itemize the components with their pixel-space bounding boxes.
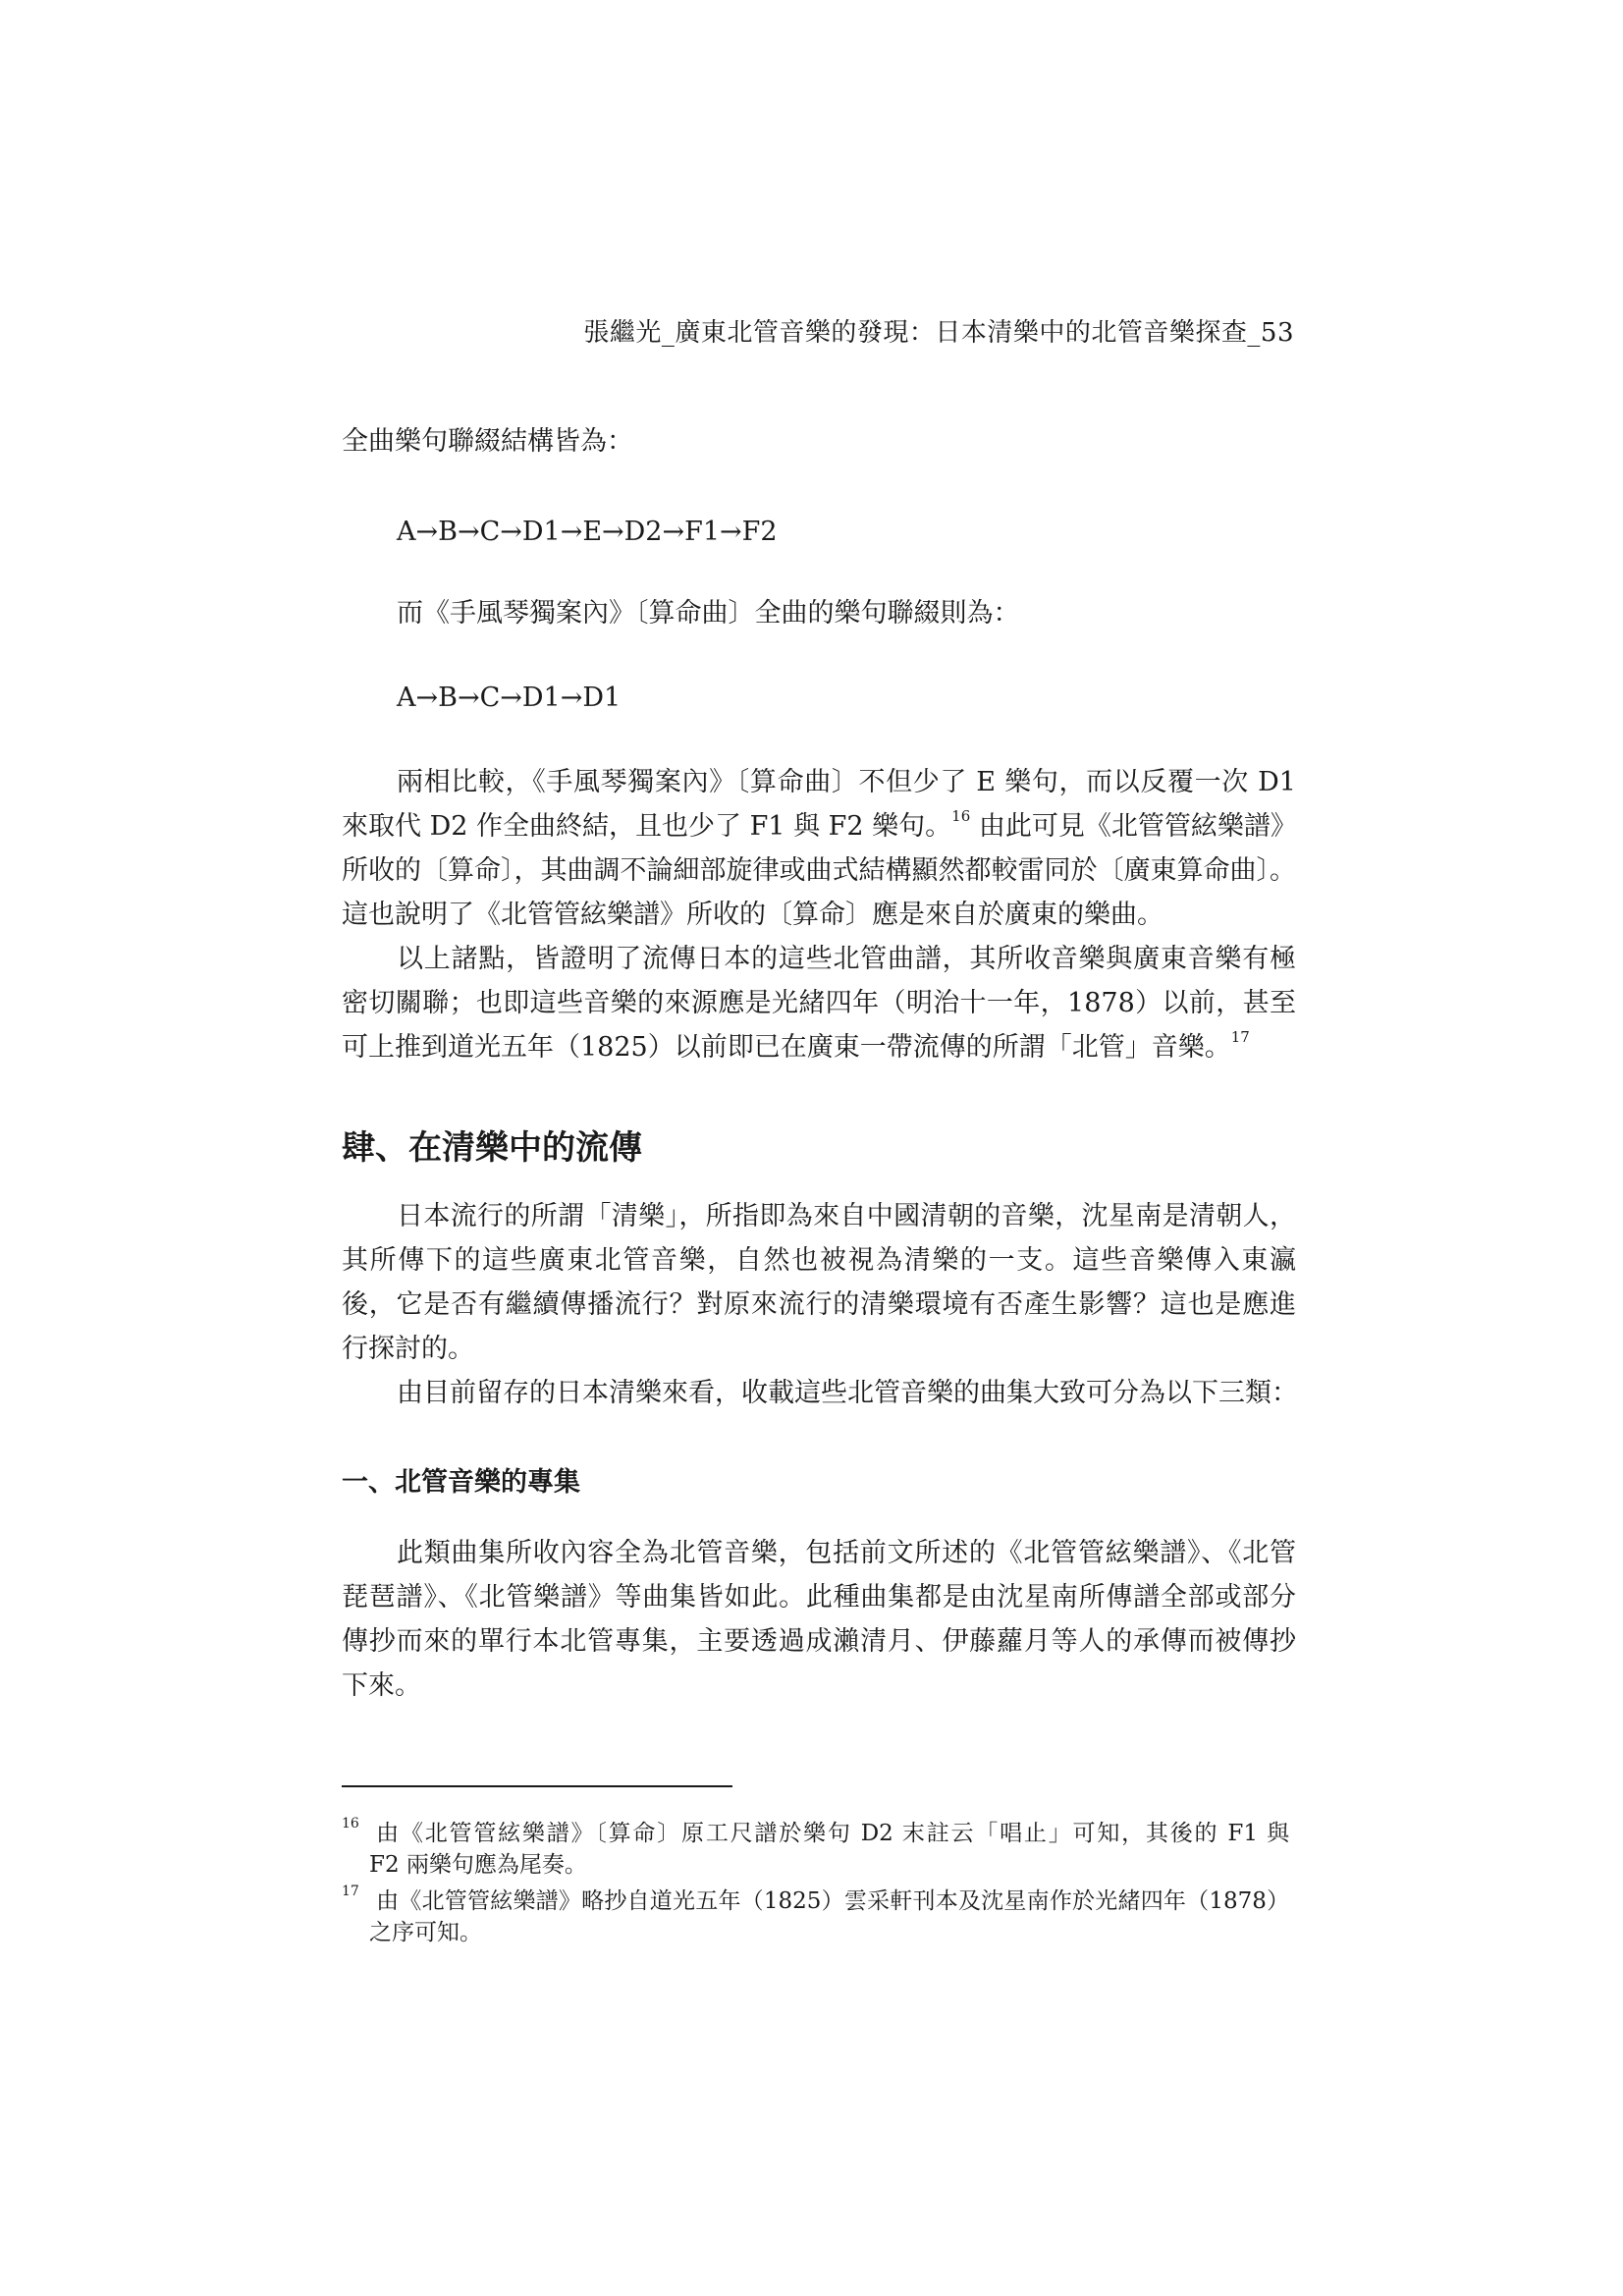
phrase-sequence-1: A→B→C→D1→E→D2→F1→F2 (397, 517, 778, 547)
footnote-text: 由《北管管絃樂譜》略抄自道光五年（1825）雲采軒刊本及沈星南作於光緒四年（1878） (376, 1888, 1290, 1914)
paragraph-collections-line-4: 下來。 (342, 1670, 421, 1701)
paragraph-collections-line-2: 琵琶譜》、《北管樂譜》等曲集皆如此。此種曲集都是由沈星南所傳譜全部或部分 (342, 1582, 1296, 1613)
footnote-17-continued: 之序可知。 (369, 1920, 482, 1945)
text-fragment: 可上推到道光五年（1825）以前即已在廣東一帶流傳的所謂「北管」音樂。 (342, 1032, 1231, 1063)
paragraph-comparison-line-1: 兩相比較，《手風琴獨案內》〔算命曲〕不但少了 E 樂句，而以反覆一次 D1 (397, 767, 1296, 797)
footnote-text: 由《北管管絃樂譜》〔算命〕原工尺譜於樂句 D2 末註云「唱止」可知，其後的 F1 與 (376, 1821, 1290, 1846)
paragraph-evidence-line-1: 以上諸點，皆證明了流傳日本的這些北管曲譜，其所收音樂與廣東音樂有極 (397, 944, 1296, 974)
paragraph-qingyue-line-3: 後，它是否有繼續傳播流行？對原來流行的清樂環境有否產生影響？這也是應進 (342, 1289, 1296, 1320)
paragraph-evidence-line-2: 密切關聯；也即這些音樂的來源應是光緒四年（明治十一年，1878）以前，甚至 (342, 988, 1296, 1018)
phrase-sequence-2: A→B→C→D1→D1 (397, 683, 622, 713)
footnote-17 (342, 1884, 1296, 1914)
footnote-16 (342, 1816, 1296, 1846)
paragraph-qingyue-line-1: 日本流行的所謂「清樂」，所指即為來自中國清朝的音樂，沈星南是清朝人， (397, 1201, 1296, 1231)
footnote-16-continued: F2 兩樂句應為尾奏。 (369, 1852, 587, 1878)
paragraph-comparison-intro: 而《手風琴獨案內》〔算命曲〕全曲的樂句聯綴則為： (397, 598, 1020, 629)
paragraph-intro: 全曲樂句聯綴結構皆為： (342, 426, 633, 457)
footnote-number: 17 (342, 1884, 359, 1899)
subsection-heading: 一、北管音樂的專集 (342, 1467, 580, 1498)
footnote-number: 16 (342, 1816, 359, 1831)
paragraph-collections-line-3: 傳抄而來的單行本北管專集，主要透過成瀨清月、伊藤蘿月等人的承傳而被傳抄 (342, 1626, 1296, 1657)
footnote-divider (342, 1785, 732, 1787)
paragraph-comparison-line-3: 所收的〔算命〕，其曲調不論細部旋律或曲式結構顯然都較雷同於〔廣東算命曲〕。 (342, 855, 1296, 886)
paragraph-categories: 由目前留存的日本清樂來看，收載這些北管音樂的曲集大致可分為以下三類： (397, 1378, 1298, 1408)
footnote-ref-16[interactable]: 16 (951, 807, 971, 825)
section-heading: 肆、在清樂中的流傳 (342, 1128, 642, 1168)
paragraph-qingyue-line-4: 行探討的。 (342, 1334, 474, 1364)
text-fragment: 來取代 D2 作全曲終結，且也少了 F1 與 F2 樂句。 (342, 811, 952, 842)
running-header: 張繼光_廣東北管音樂的發現：日本清樂中的北管音樂探查_53 (583, 318, 1294, 348)
paragraph-comparison-line-2 (342, 807, 1297, 842)
footnote-ref-17[interactable]: 17 (1230, 1028, 1250, 1046)
text-fragment: 由此可見《北管管絃樂譜》 (970, 811, 1297, 842)
paragraph-comparison-line-4: 這也說明了《北管管絃樂譜》所收的〔算命〕應是來自於廣東的樂曲。 (342, 900, 1163, 930)
paragraph-evidence-line-3 (342, 1028, 1250, 1063)
paragraph-collections-line-1: 此類曲集所收內容全為北管音樂，包括前文所述的《北管管絃樂譜》、《北管 (397, 1538, 1296, 1568)
paragraph-qingyue-line-2: 其所傳下的這些廣東北管音樂，自然也被視為清樂的一支。這些音樂傳入東瀛 (342, 1245, 1296, 1276)
